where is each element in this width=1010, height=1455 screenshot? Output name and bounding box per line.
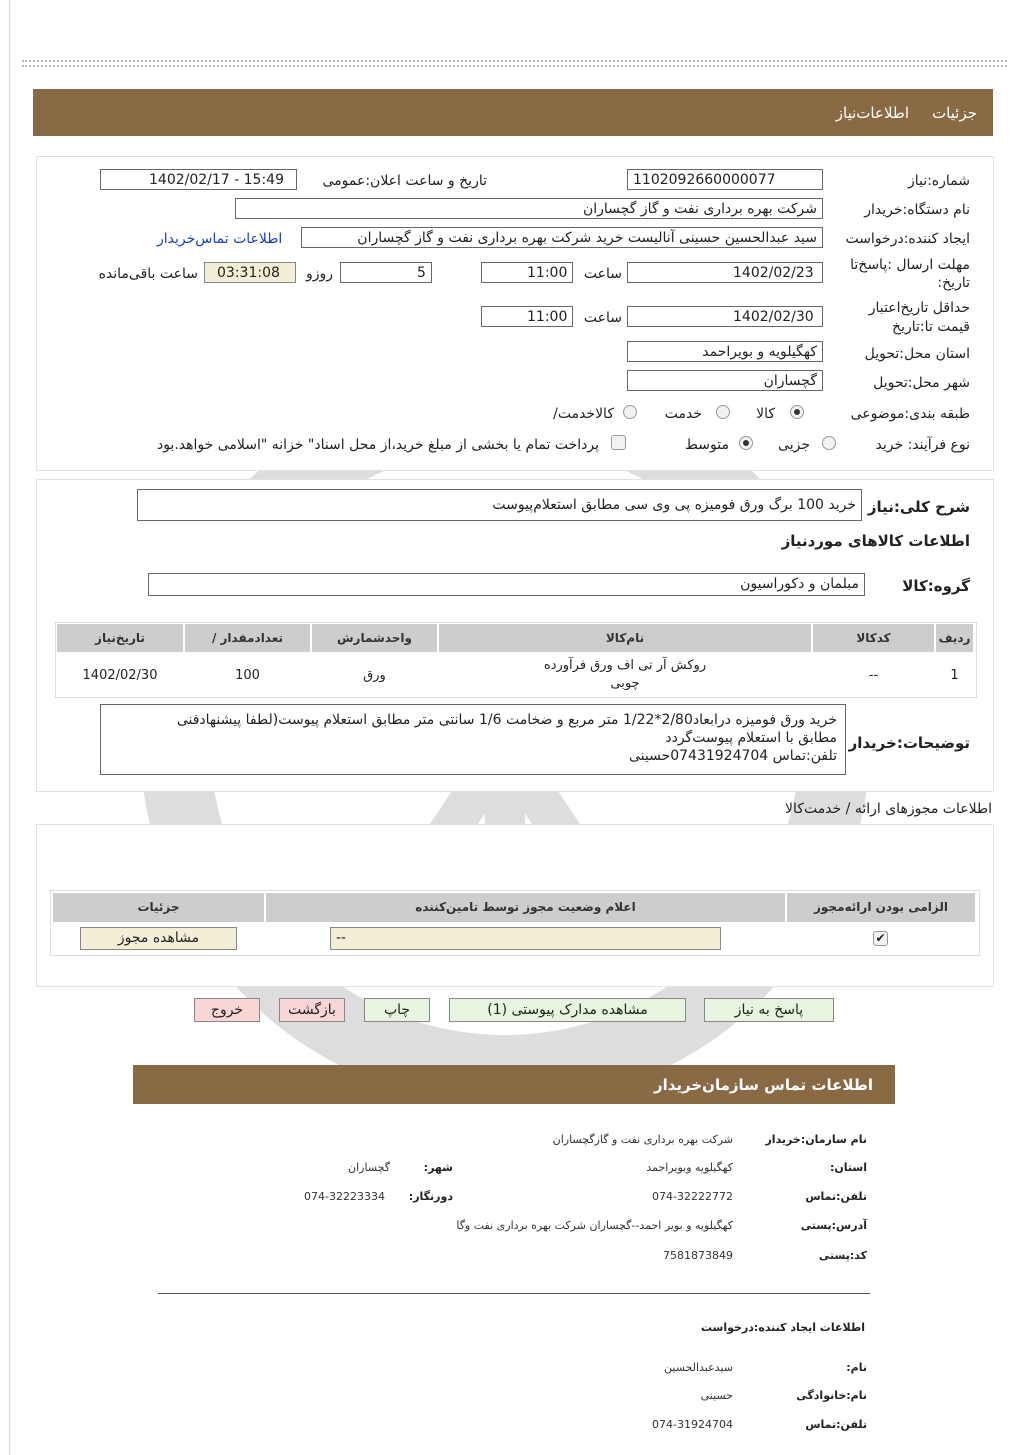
exit-button[interactable]: خروج (194, 998, 260, 1022)
province-label: استان محل:تحویل (864, 346, 970, 362)
print-button[interactable]: چاپ (364, 998, 430, 1022)
process-minor-label: جزیی (778, 437, 810, 453)
creator-phone-value: 074-31924704 (652, 1418, 733, 1431)
creator-phone-label: تلفن:تماس (805, 1418, 867, 1431)
contact-fax-label: :دورنگار (408, 1190, 453, 1203)
creator-info-title: اطلاعات ایجاد کننده:درخواست (700, 1321, 865, 1334)
need-number-field: 1102092660000077 (627, 169, 823, 190)
validity-time-label: ساعت (583, 310, 622, 326)
payment-text: پرداخت تمام یا بخشی از مبلغ خرید،از محل اسناد" خزانه "اسلامی خواهد.بود (156, 437, 599, 453)
goods-cell-name-line2: چوبی (610, 676, 640, 691)
contact-title: اطلاعات تماس سازمان‌خریدار (653, 1076, 873, 1094)
group-field: مبلمان و دکوراسیون (148, 573, 865, 596)
top-divider (22, 60, 1007, 62)
validity-date-field: 1402/02/30 (627, 306, 823, 327)
page-header-bar (33, 89, 993, 136)
process-radio-medium[interactable] (739, 436, 753, 450)
contact-header-bar (133, 1065, 895, 1104)
buyer-notes-box (100, 704, 846, 775)
goods-info-title: اطلاعات کالاهای موردنیاز (781, 532, 970, 550)
goods-header-qty: / تعدادمقدار (185, 624, 310, 652)
buyer-notes-line-3: تلفن:تماس 07431924704حسینی (628, 748, 837, 764)
creator-name-label: :نام (846, 1361, 867, 1374)
permit-required-checkbox: ✔ (873, 931, 888, 946)
permits-title: اطلاعات مجوزهای ارائه / خدمت‌کالا (785, 801, 992, 817)
deadline-label-2: :تاریخ (937, 275, 970, 291)
contact-city-value: گچساران (348, 1161, 390, 1174)
deadline-label-1: مهلت ارسال :پاسخ‌تا (850, 257, 970, 273)
attachments-button[interactable]: مشاهده مدارک پیوستی (1) (449, 998, 686, 1022)
desc-label: شرح کلی:نیاز (867, 498, 970, 516)
category-label: طبقه بندی:موضوعی (850, 406, 970, 422)
group-label: گروه:کالا (902, 577, 970, 595)
days-field: 5 (340, 262, 432, 283)
remaining-label: ساعت باقی‌مانده (98, 266, 198, 282)
contact-divider (158, 1293, 870, 1294)
category-goods-label: کالا (756, 406, 775, 422)
payment-checkbox[interactable] (611, 435, 626, 450)
category-service-label: خدمت (664, 406, 702, 422)
contact-province-label: :استان (829, 1161, 867, 1174)
permit-status-field: -- (330, 927, 721, 950)
contact-province-value: کهگیلویه وبویراحمد (646, 1161, 733, 1174)
remaining-time-field: 03:31:08 (204, 262, 296, 283)
creator-family-value: حسینی (700, 1389, 733, 1402)
buyer-contact-link[interactable]: اطلاعات تماس‌خریدار (157, 231, 283, 247)
view-permit-button[interactable]: مشاهده مجوز (80, 927, 237, 950)
goods-header-date: تاریخ‌نیاز (57, 624, 183, 652)
contact-phone-label: تلفن:تماس (805, 1190, 867, 1203)
back-button[interactable]: بازگشت (279, 998, 345, 1022)
goods-header-row-num: ردیف (936, 624, 973, 652)
creator-family-label: نام:خانوادگی (796, 1389, 867, 1402)
deadline-time-label: ساعت (583, 266, 622, 282)
header-details-tab[interactable]: جزئیات (932, 104, 977, 122)
creator-field: سید عبدالحسین حسینی آنالیست خرید شرکت بهره برداری نفت و گاز گچساران (301, 227, 823, 248)
contact-fax-value: 074-32223334 (304, 1190, 385, 1203)
goods-header-code: کدکالا (813, 624, 934, 652)
validity-label-2: قیمت تا:تاریخ (892, 319, 970, 335)
contact-phone-value: 074-32222772 (652, 1190, 733, 1203)
contact-postal-label: کد:پستی (818, 1249, 867, 1262)
goods-cell-qty: 100 (235, 668, 260, 683)
permits-header-required: الزامی بودن ارائه‌مجوز (787, 893, 975, 922)
permits-header-status: اعلام وضعیت مجوز توسط تامین‌کننده (266, 893, 785, 922)
goods-cell-num: 1 (950, 668, 959, 683)
process-label: نوع فرآیند: خرید (875, 437, 970, 453)
contact-org-value: شرکت بهره برداری نفت و گازگچساران (552, 1133, 733, 1146)
city-label: شهر محل:تحویل (873, 375, 970, 391)
top-divider-2 (22, 65, 1007, 67)
creator-label: ایجاد کننده:درخواست (845, 231, 970, 247)
goods-cell-unit: ورق (363, 668, 386, 683)
category-radio-both[interactable] (623, 405, 637, 419)
goods-header-name: نام‌کالا (439, 624, 811, 652)
buyer-notes-label: توضیحات:خریدار (848, 734, 970, 752)
category-radio-service[interactable] (716, 405, 730, 419)
header-info-title: اطلاعات‌نیاز (835, 104, 909, 122)
buyer-notes-line-1: خرید ورق فومیزه درابعاد2/80*1/22 متر مربع و ضخامت 1/6 سانتی متر مطابق استعلام پیوست(لطفا پیشنهادفنی (176, 712, 837, 728)
goods-header-unit: واحدشمارش (312, 624, 437, 652)
contact-address-value: کهگیلویه و بویر احمد--گچساران شرکت بهره برداری نفت وگا (456, 1219, 733, 1232)
province-field: کهگیلویه و بویراحمد (627, 341, 823, 362)
process-medium-label: متوسط (685, 437, 729, 453)
category-radio-goods[interactable] (790, 405, 804, 419)
city-field: گچساران (627, 370, 823, 391)
goods-cell-name-line1: روکش آر تی اف ورق فرآورده (543, 658, 707, 673)
days-label: روزو (305, 266, 333, 282)
announce-label: تاریخ و ساعت اعلان:عمومی (322, 173, 487, 189)
org-label: نام دستگاه:خریدار (864, 202, 970, 218)
org-field: شرکت بهره برداری نفت و گاز گچساران (235, 198, 823, 219)
deadline-date-field: 1402/02/23 (627, 262, 823, 283)
contact-org-label: نام سازمان:خریدار (765, 1133, 867, 1146)
contact-postal-value: 7581873849 (663, 1249, 733, 1262)
desc-field: خرید 100 برگ ورق فومیزه پی وی سی مطابق استعلام‌پیوست (137, 489, 862, 521)
contact-address-label: آدرس:پستی (800, 1219, 867, 1232)
permits-header-details: جزئیات (53, 893, 264, 922)
validity-label-1: حداقل تاریخ‌اعتبار (868, 300, 970, 316)
reply-button[interactable]: پاسخ به نیاز (704, 998, 834, 1022)
buyer-notes-line-2: مطابق با استعلام پیوست‌گردد (665, 730, 837, 746)
goods-cell-date: 1402/02/30 (82, 668, 158, 683)
deadline-time-field: 11:00 (481, 262, 573, 283)
process-radio-minor[interactable] (822, 436, 836, 450)
announce-field: 1402/02/17 - 15:49 (100, 169, 297, 190)
goods-cell-code: -- (868, 668, 879, 683)
contact-city-label: :شهر (423, 1161, 453, 1174)
creator-name-value: سیدعبدالحسین (664, 1361, 733, 1374)
validity-time-field: 11:00 (481, 306, 573, 327)
category-both-label: /کالاخدمت (553, 406, 614, 422)
need-number-label: شماره:نیاز (907, 173, 970, 189)
